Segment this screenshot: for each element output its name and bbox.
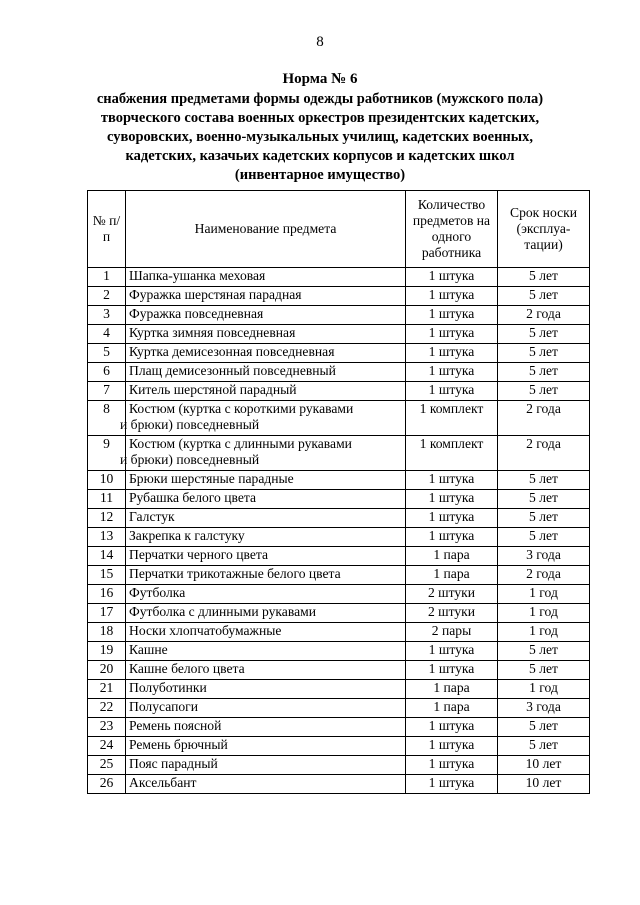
item-name-line-2: и брюки) повседневный <box>120 452 260 467</box>
item-quantity: 1 штука <box>406 490 498 509</box>
item-wear-term: 5 лет <box>498 661 590 680</box>
item-name: Перчатки черного цвета <box>126 547 406 566</box>
row-number: 6 <box>88 363 126 382</box>
item-quantity: 1 штука <box>406 382 498 401</box>
norm-title: Норма № 6 <box>282 71 358 87</box>
table-row <box>88 471 590 490</box>
item-name: Пояс парадный <box>126 756 406 775</box>
table-header-row <box>88 191 590 268</box>
item-name: Шапка-ушанка меховая <box>126 268 406 287</box>
item-wear-term: 2 года <box>498 436 590 471</box>
table-row <box>88 718 590 737</box>
item-quantity: 1 штука <box>406 344 498 363</box>
item-name: Аксельбант <box>126 775 406 794</box>
item-name: Перчатки трикотажные белого цвета <box>126 566 406 585</box>
item-name: Кашне <box>126 642 406 661</box>
item-name: Фуражка шерстяная парадная <box>126 287 406 306</box>
item-name: Ремень брючный <box>126 737 406 756</box>
row-number: 25 <box>88 756 126 775</box>
item-name: Футболка с длинными рукавами <box>126 604 406 623</box>
table-row <box>88 547 590 566</box>
row-number: 4 <box>88 325 126 344</box>
heading-line-3: суворовских, военно-музыкальных училищ, кадетских военных, <box>107 129 533 145</box>
item-wear-term: 5 лет <box>498 382 590 401</box>
item-name: Кашне белого цвета <box>126 661 406 680</box>
table-row <box>88 382 590 401</box>
item-wear-term: 3 года <box>498 699 590 718</box>
row-number: 16 <box>88 585 126 604</box>
table-row <box>88 661 590 680</box>
item-quantity: 1 штука <box>406 268 498 287</box>
item-wear-term: 5 лет <box>498 509 590 528</box>
item-wear-term: 5 лет <box>498 718 590 737</box>
document-heading <box>0 70 640 185</box>
row-number: 26 <box>88 775 126 794</box>
row-number: 12 <box>88 509 126 528</box>
table-row <box>88 604 590 623</box>
heading-line-1: снабжения предметами формы одежды работников (мужского пола) <box>96 91 544 107</box>
heading-line-5: (инвентарное имущество) <box>234 167 406 183</box>
row-number: 18 <box>88 623 126 642</box>
header-term: Срок носки (эксплуа-тации) <box>498 191 590 268</box>
item-name: Галстук <box>126 509 406 528</box>
row-number: 19 <box>88 642 126 661</box>
item-wear-term: 5 лет <box>498 325 590 344</box>
item-name: Полусапоги <box>126 699 406 718</box>
row-number: 21 <box>88 680 126 699</box>
item-name <box>120 401 406 436</box>
row-number: 9 <box>88 436 126 471</box>
table-row <box>88 436 590 471</box>
row-number: 2 <box>88 287 126 306</box>
item-quantity: 1 штука <box>406 756 498 775</box>
header-num: № п/п <box>88 191 126 268</box>
item-name: Плащ демисезонный повседневный <box>126 363 406 382</box>
heading-line-4: кадетских, казачьих кадетских корпусов и кадетских школ <box>125 148 515 164</box>
item-wear-term: 2 года <box>498 566 590 585</box>
row-number: 5 <box>88 344 126 363</box>
item-wear-term: 5 лет <box>498 490 590 509</box>
item-quantity: 1 штука <box>406 737 498 756</box>
table-row <box>88 509 590 528</box>
item-name <box>120 436 406 471</box>
item-name: Брюки шерстяные парадные <box>126 471 406 490</box>
row-number: 7 <box>88 382 126 401</box>
item-name-line-1: Костюм (куртка с короткими рукавами <box>129 401 354 416</box>
item-wear-term: 5 лет <box>498 528 590 547</box>
item-quantity: 1 штука <box>406 325 498 344</box>
item-quantity: 1 штука <box>406 661 498 680</box>
item-quantity: 1 пара <box>406 547 498 566</box>
heading-line-2: творческого состава военных оркестров президентских кадетских, <box>100 110 540 126</box>
item-quantity: 1 штука <box>406 287 498 306</box>
table-row <box>88 737 590 756</box>
item-wear-term: 5 лет <box>498 471 590 490</box>
table-row <box>88 401 590 436</box>
row-number: 13 <box>88 528 126 547</box>
page-number: 8 <box>316 34 324 50</box>
item-name: Фуражка повседневная <box>126 306 406 325</box>
table-row <box>88 756 590 775</box>
item-wear-term: 5 лет <box>498 363 590 382</box>
header-qty: Количество предметов на одного работника <box>406 191 498 268</box>
item-wear-term: 1 год <box>498 680 590 699</box>
item-wear-term: 10 лет <box>498 775 590 794</box>
item-quantity: 1 штука <box>406 509 498 528</box>
row-number: 11 <box>88 490 126 509</box>
item-wear-term: 2 года <box>498 401 590 436</box>
item-quantity: 1 пара <box>406 566 498 585</box>
table-row <box>88 268 590 287</box>
item-quantity: 1 штука <box>406 775 498 794</box>
table-row <box>88 623 590 642</box>
table-row <box>88 775 590 794</box>
row-number: 1 <box>88 268 126 287</box>
table-row <box>88 680 590 699</box>
item-wear-term: 5 лет <box>498 268 590 287</box>
item-quantity: 1 пара <box>406 680 498 699</box>
item-name: Носки хлопчатобумажные <box>126 623 406 642</box>
item-quantity: 2 штуки <box>406 585 498 604</box>
table-row <box>88 344 590 363</box>
item-wear-term: 3 года <box>498 547 590 566</box>
item-quantity: 2 пары <box>406 623 498 642</box>
item-name-line-2: и брюки) повседневный <box>120 417 260 432</box>
row-number: 20 <box>88 661 126 680</box>
item-name: Куртка демисезонная повседневная <box>126 344 406 363</box>
item-quantity: 1 штука <box>406 471 498 490</box>
row-number: 22 <box>88 699 126 718</box>
uniform-norm-table <box>87 190 590 794</box>
item-wear-term: 5 лет <box>498 642 590 661</box>
item-wear-term: 10 лет <box>498 756 590 775</box>
row-number: 14 <box>88 547 126 566</box>
item-name: Закрепка к галстуку <box>126 528 406 547</box>
item-wear-term: 5 лет <box>498 344 590 363</box>
item-wear-term: 2 года <box>498 306 590 325</box>
table-row <box>88 699 590 718</box>
item-quantity: 1 штука <box>406 642 498 661</box>
item-wear-term: 1 год <box>498 585 590 604</box>
item-name: Китель шерстяной парадный <box>126 382 406 401</box>
item-quantity: 1 штука <box>406 306 498 325</box>
table-row <box>88 528 590 547</box>
item-quantity: 1 комплект <box>406 401 498 436</box>
item-quantity: 1 штука <box>406 528 498 547</box>
item-name: Куртка зимняя повседневная <box>126 325 406 344</box>
table-row <box>88 566 590 585</box>
table-row <box>88 325 590 344</box>
item-name: Полуботинки <box>126 680 406 699</box>
table-row <box>88 363 590 382</box>
row-number: 17 <box>88 604 126 623</box>
table-row <box>88 585 590 604</box>
item-quantity: 1 штука <box>406 718 498 737</box>
table-row <box>88 287 590 306</box>
item-wear-term: 1 год <box>498 604 590 623</box>
item-wear-term: 5 лет <box>498 287 590 306</box>
item-wear-term: 5 лет <box>498 737 590 756</box>
item-wear-term: 1 год <box>498 623 590 642</box>
row-number: 24 <box>88 737 126 756</box>
row-number: 23 <box>88 718 126 737</box>
item-quantity: 1 штука <box>406 363 498 382</box>
item-name: Ремень поясной <box>126 718 406 737</box>
item-name: Футболка <box>126 585 406 604</box>
row-number: 8 <box>88 401 126 436</box>
item-name-line-1: Костюм (куртка с длинными рукавами <box>129 436 352 451</box>
item-quantity: 2 штуки <box>406 604 498 623</box>
table-row <box>88 306 590 325</box>
item-quantity: 1 пара <box>406 699 498 718</box>
item-name: Рубашка белого цвета <box>126 490 406 509</box>
table-row <box>88 642 590 661</box>
item-quantity: 1 комплект <box>406 436 498 471</box>
row-number: 10 <box>88 471 126 490</box>
table-body <box>88 268 590 794</box>
row-number: 3 <box>88 306 126 325</box>
table-row <box>88 490 590 509</box>
header-name: Наименование предмета <box>126 191 406 268</box>
row-number: 15 <box>88 566 126 585</box>
